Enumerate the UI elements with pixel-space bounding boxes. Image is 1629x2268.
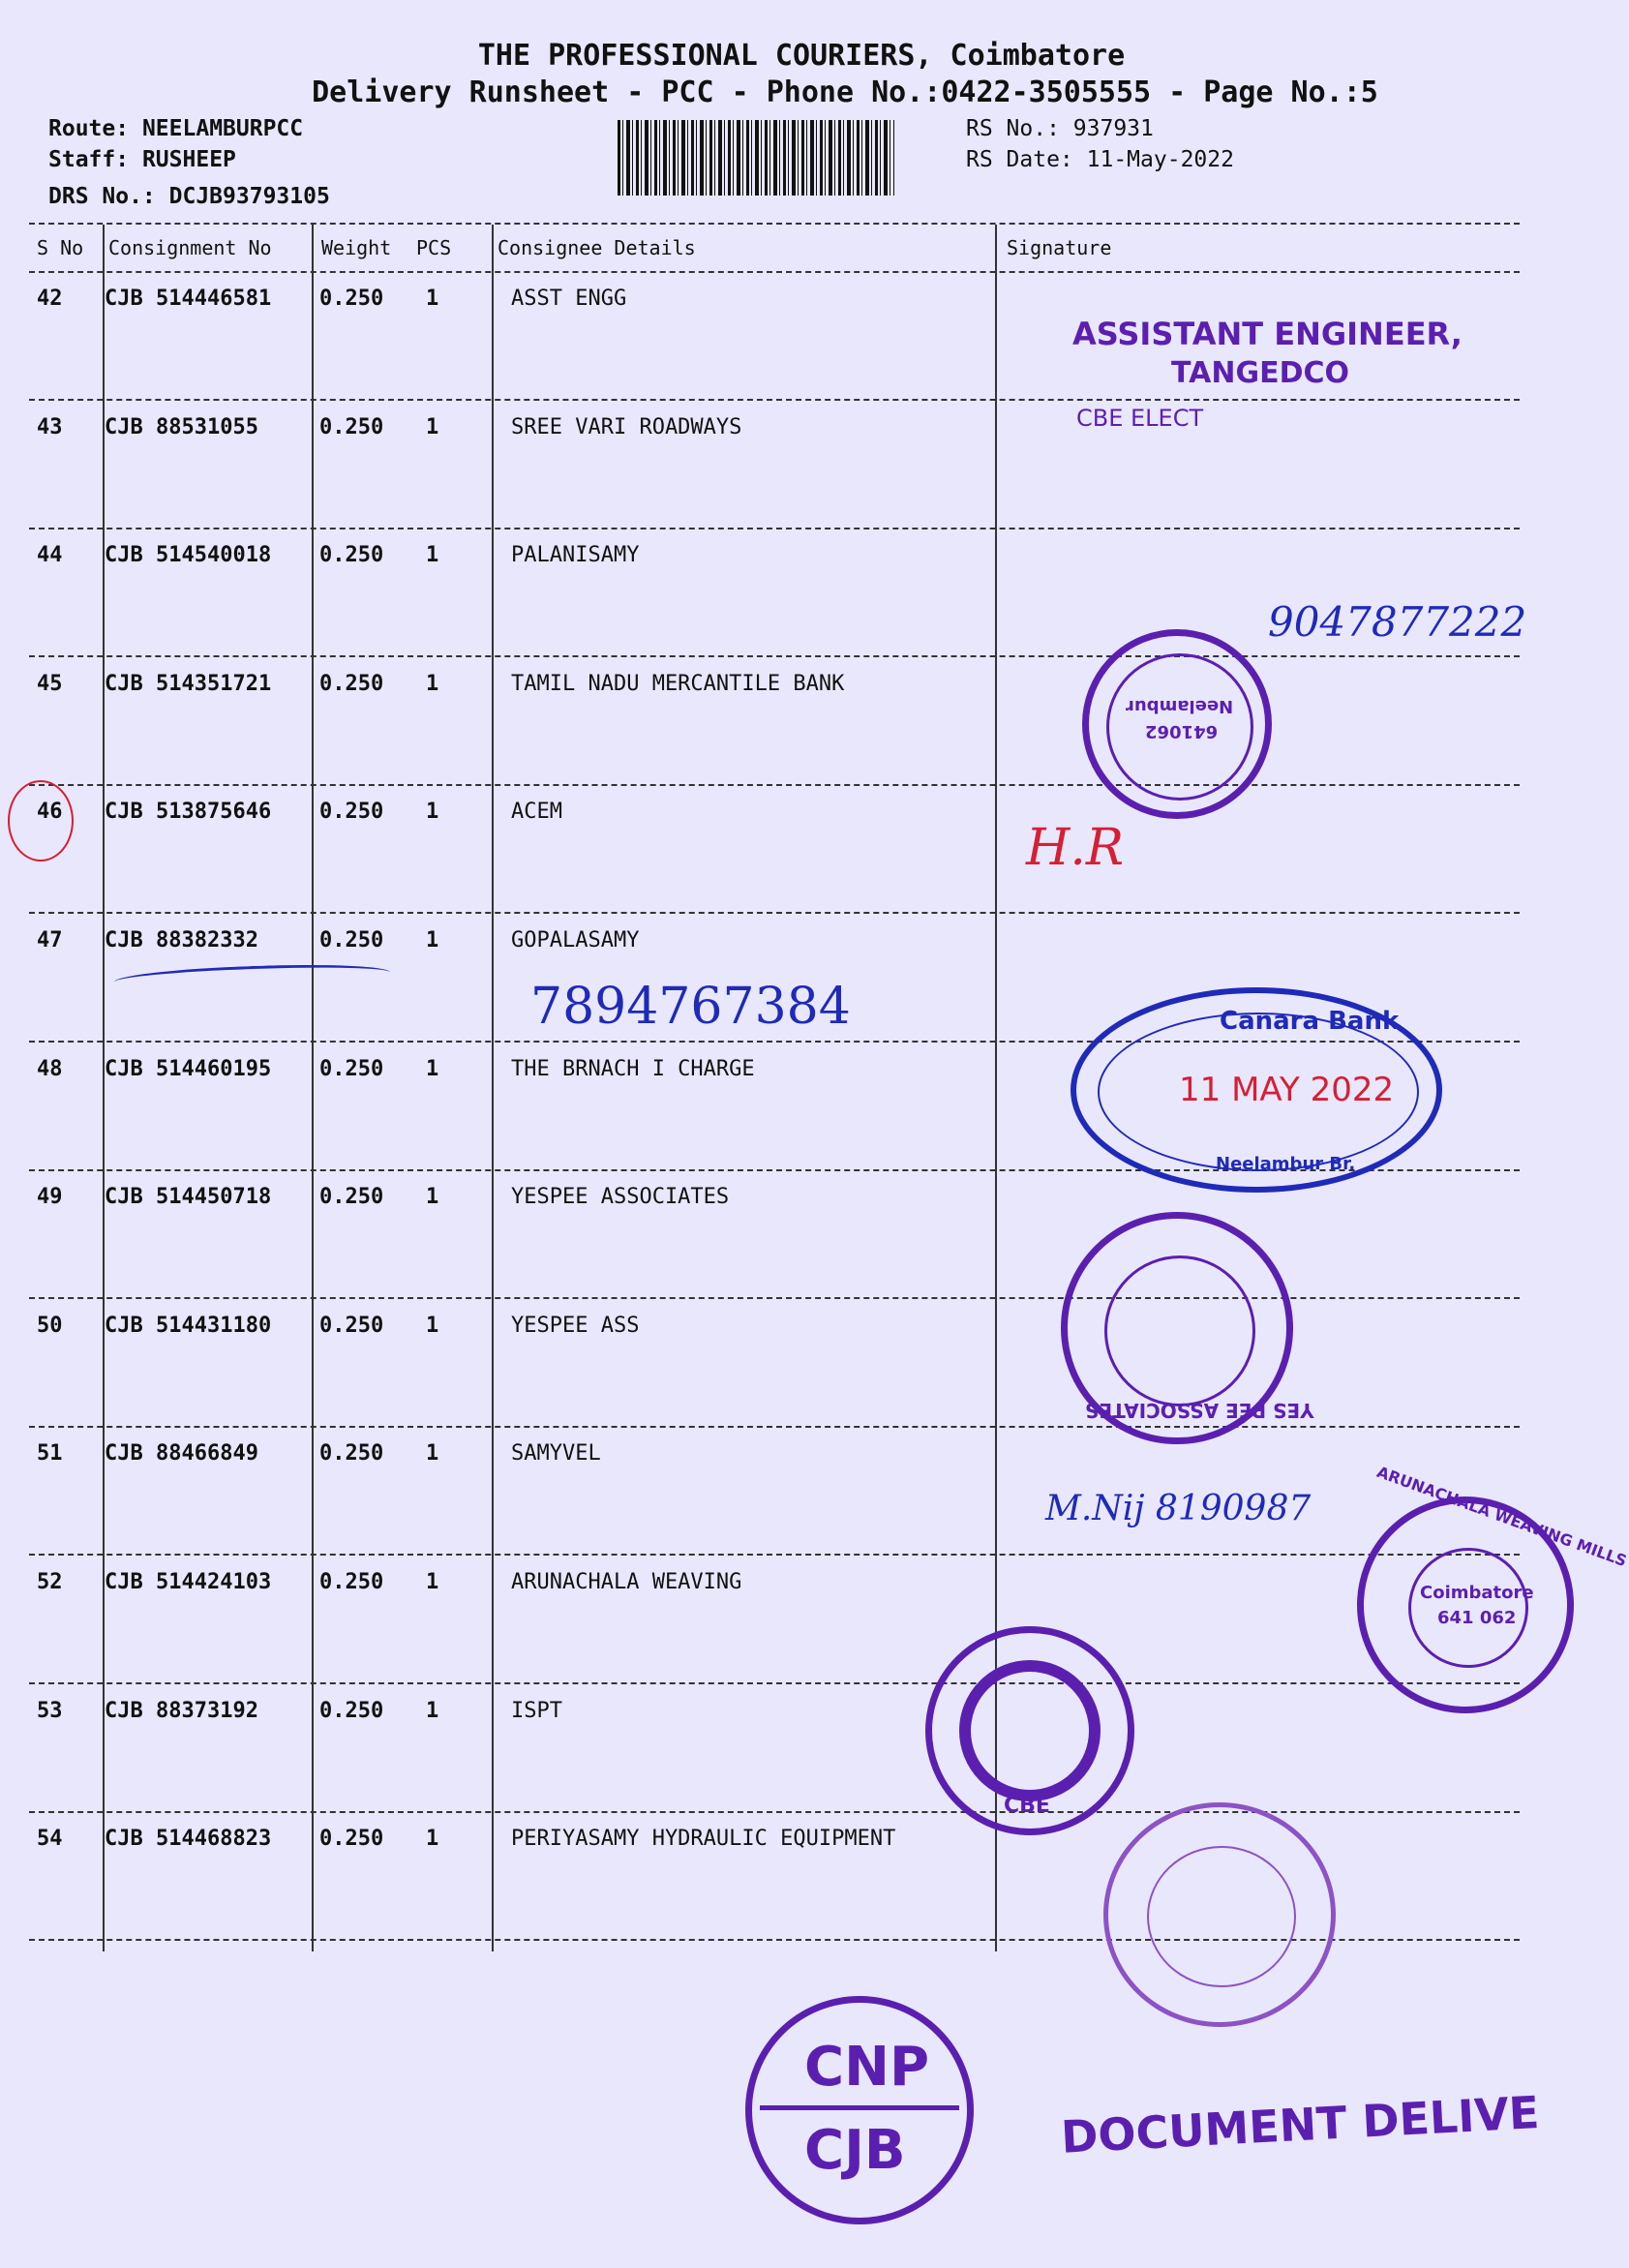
row-consignment-no: CJB 514351721 <box>105 671 272 696</box>
drs-line <box>48 184 330 209</box>
row-sno: 52 <box>37 1570 63 1594</box>
stamp-canara-date: 11 MAY 2022 <box>1179 1071 1395 1109</box>
stamp-cnp-cjb <box>745 1996 974 2224</box>
table-row <box>0 1171 1603 1300</box>
table-row <box>0 658 1603 787</box>
row-pcs: 1 <box>426 1185 439 1210</box>
row-pcs: 1 <box>426 414 439 439</box>
stamp-arunachala <box>1357 1462 1629 1713</box>
row-weight: 0.250 <box>319 1441 384 1467</box>
stamp-cnp-top: CNP <box>804 2036 930 2099</box>
row-consignment-no: CJB 514446581 <box>105 287 272 311</box>
stamp-yespee <box>1061 1212 1314 1444</box>
stamp-ispt-text: CBE <box>1004 1794 1050 1818</box>
drs-value: DCJB93793105 <box>168 184 330 209</box>
row-pcs: 1 <box>426 1056 439 1081</box>
row-sno: 43 <box>37 414 63 439</box>
rs-date-value: 11-May-2022 <box>1086 147 1234 172</box>
col-header-sno: S No <box>37 236 84 259</box>
row-consignee: ISPT <box>511 1698 562 1723</box>
table-row <box>0 1813 1603 1942</box>
stamp-arunachala-name: ARUNACHALA WEAVING MILLS <box>1373 1462 1629 1571</box>
row-consignment-no: CJB 514460195 <box>105 1056 272 1081</box>
col-header-signature: Signature <box>1007 236 1112 259</box>
row-consignment-no: CJB 514540018 <box>105 543 272 568</box>
stamp-tmb-pin: 641062 <box>1145 721 1219 741</box>
rs-no-value: 937931 <box>1072 116 1154 141</box>
staff-line <box>48 147 236 172</box>
route-line <box>48 116 303 141</box>
stamp-canara-branch: Neelambur Br. <box>1216 1154 1356 1174</box>
stamp-tmb <box>1082 629 1272 819</box>
row-weight: 0.250 <box>319 1313 384 1338</box>
row-sno: 53 <box>37 1698 63 1723</box>
row-pcs: 1 <box>426 928 439 953</box>
row-sno: 54 <box>37 1827 63 1852</box>
drs-label: DRS No.: <box>48 184 156 209</box>
row-consignee: THE BRNACH I CHARGE <box>511 1056 755 1081</box>
row-pcs: 1 <box>426 1570 439 1594</box>
row-consignee: YESPEE ASSOCIATES <box>511 1185 730 1210</box>
row-consignee: TAMIL NADU MERCANTILE BANK <box>511 671 845 696</box>
row-consignment-no: CJB 88531055 <box>105 414 258 439</box>
row-consignment-no: CJB 514450718 <box>105 1185 272 1210</box>
stamp-canara-name: Canara Bank <box>1220 1007 1400 1036</box>
staff-label: Staff: <box>48 147 130 172</box>
stamp-document-delivered: DOCUMENT DELIVE <box>1059 2086 1541 2163</box>
table-row <box>0 1300 1603 1429</box>
col-header-consignee: Consignee Details <box>498 236 696 259</box>
row-consignee: GOPALASAMY <box>511 928 640 953</box>
rs-date-label: RS Date: <box>966 147 1073 172</box>
row-pcs: 1 <box>426 543 439 568</box>
row-weight: 0.250 <box>319 543 384 568</box>
row-consignment-no: CJB 514424103 <box>105 1570 272 1594</box>
row-weight: 0.250 <box>319 800 384 825</box>
row-sno: 49 <box>37 1185 63 1210</box>
stamp-cnp-bottom: CJB <box>804 2119 906 2182</box>
row-sno: 48 <box>37 1056 63 1081</box>
row-consignee: SAMYVEL <box>511 1441 601 1467</box>
staff-value: RUSHEEP <box>141 147 236 172</box>
row-consignment-no: CJB 514431180 <box>105 1313 272 1338</box>
stamp-ispt <box>925 1626 1134 1835</box>
table-row <box>0 1685 1603 1814</box>
row-weight: 0.250 <box>319 928 384 953</box>
rs-date-line <box>966 147 1234 172</box>
stamp-asst-engineer-line2: TANGEDCO <box>1171 356 1349 390</box>
row-weight: 0.250 <box>319 671 384 696</box>
red-circle-mark <box>8 780 74 862</box>
row-pcs: 1 <box>426 1313 439 1338</box>
table-row <box>0 402 1603 530</box>
row-pcs: 1 <box>426 1698 439 1723</box>
row-consignee: ARUNACHALA WEAVING <box>511 1570 742 1594</box>
table-row <box>0 786 1603 915</box>
rs-no-label: RS No.: <box>966 116 1060 141</box>
stamp-arunachala-city: Coimbatore <box>1420 1583 1534 1603</box>
rs-no-line <box>966 116 1154 141</box>
row-consignment-no: CJB 88466849 <box>105 1441 258 1467</box>
row-pcs: 1 <box>426 287 439 311</box>
row-sno: 51 <box>37 1441 63 1467</box>
row-consignee: YESPEE ASS <box>511 1313 640 1338</box>
row-sno: 50 <box>37 1313 63 1338</box>
row-sno: 47 <box>37 928 63 953</box>
row-weight: 0.250 <box>319 1698 384 1723</box>
row-sno: 42 <box>37 287 63 311</box>
row-weight: 0.250 <box>319 1056 384 1081</box>
row-consignee: PERIYASAMY HYDRAULIC EQUIPMENT <box>511 1827 896 1852</box>
table-row <box>0 1428 1603 1557</box>
route-value: NEELAMBURPCC <box>141 116 304 141</box>
row-sno: 44 <box>37 543 63 568</box>
col-header-consignment: Consignment No <box>108 236 272 259</box>
row-consignment-no: CJB 88382332 <box>105 928 258 953</box>
row-sno: 45 <box>37 671 63 696</box>
route-label: Route: <box>48 116 130 141</box>
col-header-weight: Weight <box>321 236 392 259</box>
row-pcs: 1 <box>426 1827 439 1852</box>
row-consignee: ACEM <box>511 800 562 825</box>
row-pcs: 1 <box>426 800 439 825</box>
handwritten-phone-gopalasamy: 7894767384 <box>530 978 851 1036</box>
row-weight: 0.250 <box>319 287 384 311</box>
table-top-border <box>29 223 1520 225</box>
row-consignee: SREE VARI ROADWAYS <box>511 414 742 439</box>
row-pcs: 1 <box>426 1441 439 1467</box>
row-pcs: 1 <box>426 671 439 696</box>
handwritten-acem-initials: H.R <box>1026 819 1125 877</box>
barcode <box>618 120 894 196</box>
stamp-arunachala-pin: 641 062 <box>1437 1608 1517 1628</box>
row-weight: 0.250 <box>319 1185 384 1210</box>
stamp-periyasamy-hydraulic <box>1103 1802 1336 2027</box>
row-consignment-no: CJB 88373192 <box>105 1698 258 1723</box>
row-weight: 0.250 <box>319 1827 384 1852</box>
row-consignment-no: CJB 514468823 <box>105 1827 272 1852</box>
stamp-asst-engineer-line3: CBE ELECT <box>1076 405 1204 432</box>
handwritten-samyvel: M.Nij 8190987 <box>1045 1489 1312 1528</box>
row-sno: 46 <box>37 800 63 825</box>
stamp-tmb-branch: Neelambur <box>1126 696 1234 716</box>
stamp-asst-engineer-line1: ASSISTANT ENGINEER, <box>1072 316 1463 352</box>
row-consignment-no: CJB 513875646 <box>105 800 272 825</box>
handwritten-phone-palanisamy: 9047877222 <box>1268 598 1527 646</box>
row-consignee: PALANISAMY <box>511 543 640 568</box>
row-weight: 0.250 <box>319 414 384 439</box>
col-header-pcs: PCS <box>416 236 452 259</box>
stamp-yespee-text: YES PEE ASSOCIATES <box>1085 1399 1314 1422</box>
stamp-canara-bank <box>1071 987 1442 1193</box>
row-consignee: ASST ENGG <box>511 287 627 311</box>
company-title: THE PROFESSIONAL COURIERS, Coimbatore <box>477 39 1126 73</box>
row-weight: 0.250 <box>319 1570 384 1594</box>
runsheet-subtitle: Delivery Runsheet - PCC - Phone No.:0422-3505555 - Page No.:5 <box>312 76 1378 109</box>
